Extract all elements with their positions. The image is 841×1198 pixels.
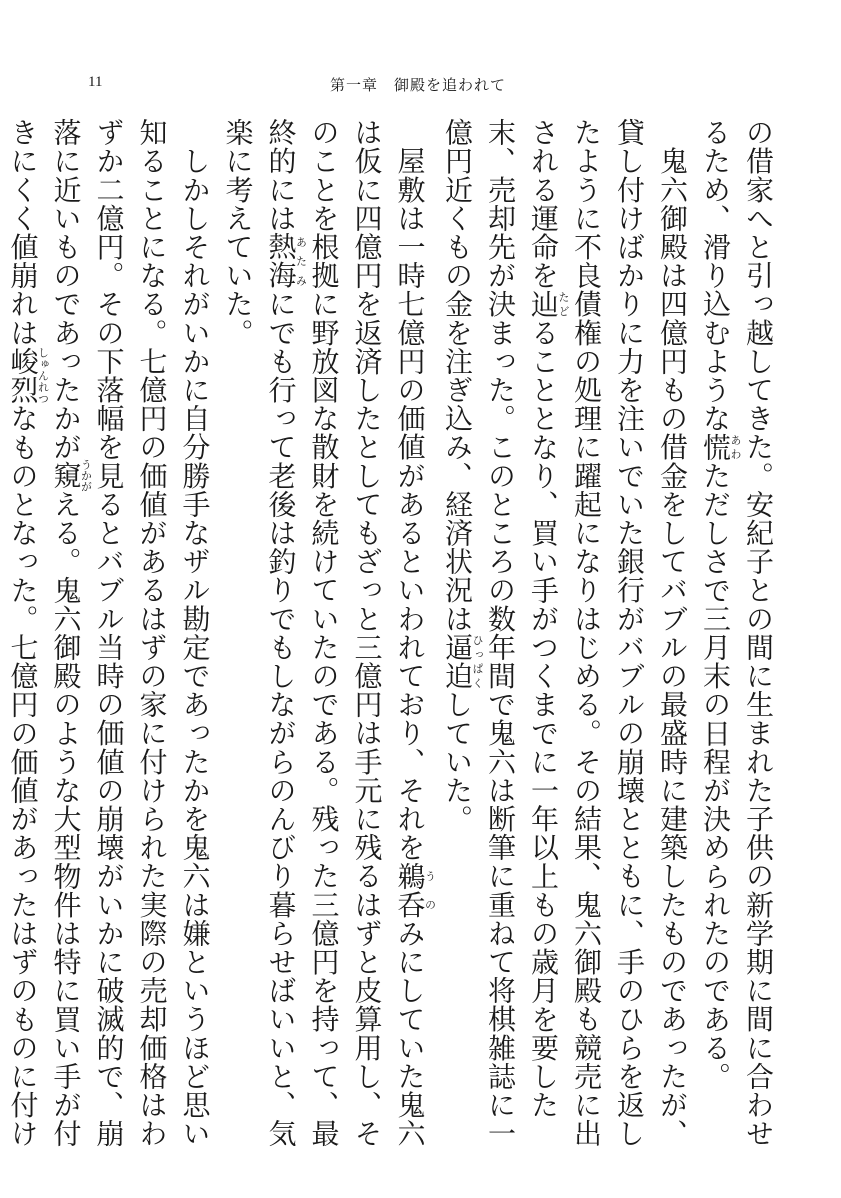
ruby-base: 逼迫 <box>441 632 474 691</box>
ruby-base: 窺 <box>49 459 83 492</box>
ruby-annotation <box>527 289 570 319</box>
paragraph <box>217 118 437 1148</box>
ruby-base: 峻烈 <box>6 346 40 405</box>
text-run: なものとなった。七億円の価値があったはずのものに付け <box>6 404 40 1148</box>
running-header <box>0 74 841 98</box>
ruby-base: 慌 <box>699 432 732 462</box>
ruby-reading: ひっぱく <box>471 632 484 690</box>
text-run: していた。 <box>441 690 474 834</box>
ruby-base: 熱海 <box>264 232 298 290</box>
text-run: しかしそれがいかに自分勝手なザル勘定であったかを鬼六は嫌というほど思い知ることになる。七億円の価値があるはずの家に付けられた実際の売却価格はわずか二億円。その下落幅を見るとバブル当時の価値の崩壊がいかに破滅的で、崩落に近いものであったかが <box>49 118 212 1148</box>
ruby-annotation <box>699 432 742 462</box>
ruby-reading: しゅんれつ <box>36 346 50 405</box>
ruby-annotation <box>49 459 93 493</box>
ruby-reading: たど <box>557 289 570 319</box>
text-run: ただしさで三月末の日程が決められたのである。 <box>699 461 732 1091</box>
text-run: みにしていた鬼六は仮に四億円を返済したとしてもざっと三億円は手元に残るはずと皮算用し、そのことを根拠に野放図な散財を続けていたのである。残った三億円を持って、最終的には <box>264 118 427 1148</box>
text-run: の借家へと引っ越してきた。安紀子との間に生まれた子供の新学期に間に合わせるため、滑り込むような <box>699 118 775 1148</box>
ruby-reading: うの <box>423 861 437 919</box>
ruby-annotation <box>393 861 437 919</box>
paragraph <box>436 118 694 1148</box>
ruby-annotation <box>6 346 50 405</box>
ruby-reading: あたみ <box>294 232 308 290</box>
chapter-title: 第一章 御殿を追われて <box>330 76 507 94</box>
text-run: 屋敷は一時七億円の価値があるといわれており、それを <box>393 118 427 862</box>
paragraph <box>694 118 780 1148</box>
ruby-annotation <box>441 632 484 691</box>
text-run: える。鬼六御殿のような大型物件は特に買い手が付きにくく値崩れは <box>6 118 83 1148</box>
body-text <box>6 118 780 1148</box>
text-run: ることとなり、買い手がつくまでに一年以上もの歳月を要した末、売却先が決まった。このところの数年間で鬼六は断筆に重ねて将棋雑誌に一億円近くもの金を注ぎ込み、経済状況は <box>441 118 560 1148</box>
ruby-base: 辿 <box>527 289 560 319</box>
ruby-reading: あわ <box>729 432 742 462</box>
ruby-annotation <box>264 232 308 290</box>
page-number: 11 <box>88 74 103 90</box>
ruby-base: 鵜呑 <box>393 861 427 919</box>
text-run: 鬼六御殿は四億円もの借金をしてバブルの最盛時に建築したものであったが、貸し付けばかりに力を注いでいた銀行がバブルの崩壊とともに、手のひらを返したように不良債権の処理に躍起になりはじめる。その結果、鬼六御殿も競売に出される運命を <box>527 118 689 1148</box>
ruby-reading: うかが <box>79 459 93 493</box>
paragraph <box>0 118 217 1148</box>
text-run: にでも行って老後は釣りでもしながらのんびり暮らせばいいと、気楽に考えていた。 <box>221 118 298 1148</box>
